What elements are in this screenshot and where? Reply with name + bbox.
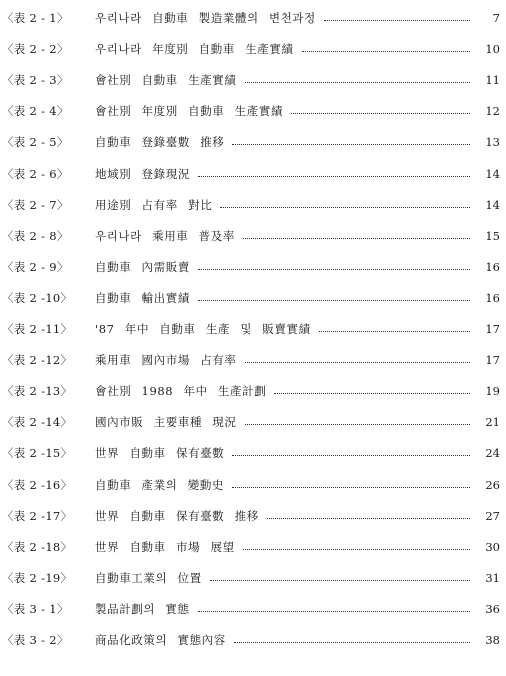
toc-entry — [0, 381, 506, 401]
page-number: 21 — [485, 415, 500, 430]
page-number: 38 — [485, 633, 500, 647]
page-number: 13 — [485, 135, 500, 150]
table-title: 地域別 登錄現況 — [95, 166, 190, 181]
table-title: 製品計劃의 實態 — [95, 601, 190, 616]
table-title: 우리나라 年度別 自動車 生產實績 — [95, 42, 294, 57]
page-number: 16 — [485, 259, 500, 274]
toc-entry — [0, 195, 506, 215]
dot-leader — [274, 392, 470, 394]
table-title: 우리나라 自動車 製造業體의 변천과정 — [95, 11, 316, 25]
table-title: '87 年中 自動車 生產 및 販賣實績 — [95, 322, 311, 336]
dot-leader — [245, 423, 470, 425]
table-number: 〈表 2 -15〉 — [2, 446, 73, 461]
page-number: 14 — [485, 166, 500, 181]
toc-entry — [0, 132, 506, 152]
table-title: 國內市販 主要車種 現況 — [95, 415, 237, 430]
table-title: 自動車 內需販賣 — [95, 259, 190, 274]
toc-entry — [0, 70, 506, 90]
dot-leader — [267, 517, 470, 519]
dot-leader — [232, 486, 470, 488]
toc-entry — [0, 226, 506, 246]
dot-leader — [291, 112, 470, 114]
page-number: 17 — [485, 353, 500, 368]
toc-entry — [0, 319, 506, 339]
table-number: 〈表 2 -18〉 — [2, 539, 73, 554]
toc-entry — [0, 630, 506, 650]
table-number: 〈表 2 -19〉 — [2, 570, 73, 585]
dot-leader — [245, 81, 470, 83]
dot-leader — [234, 641, 470, 643]
table-title: 乘用車 國內市場 占有率 — [95, 353, 237, 368]
table-number: 〈表 2 -10〉 — [2, 290, 73, 305]
toc-entry — [0, 39, 506, 59]
table-number: 〈表 2 - 2〉 — [2, 42, 69, 57]
dot-leader — [243, 237, 470, 239]
table-number: 〈表 2 -11〉 — [2, 322, 73, 336]
toc-entry — [0, 568, 506, 588]
table-title: 世界 自動車 保有臺數 推移 — [95, 508, 259, 523]
table-number: 〈表 2 - 1〉 — [2, 11, 69, 25]
page-number: 27 — [485, 508, 500, 523]
page-number: 16 — [485, 290, 500, 305]
dot-leader — [198, 268, 470, 270]
toc-entry — [0, 350, 506, 370]
dot-leader — [220, 206, 470, 208]
table-number: 〈表 2 - 5〉 — [2, 135, 69, 150]
dot-leader — [232, 454, 470, 456]
table-title: 自動車 輸出實績 — [95, 290, 190, 305]
toc-entry — [0, 8, 506, 28]
table-title: 會社別 1988 年中 生產計劃 — [95, 384, 267, 399]
toc-entry — [0, 164, 506, 184]
table-title: 世界 自動車 市場 展望 — [95, 539, 235, 554]
table-title: 會社別 年度別 自動車 生產實績 — [95, 104, 284, 119]
table-number: 〈表 2 -16〉 — [2, 477, 73, 492]
page-number: 10 — [485, 42, 500, 57]
table-title: 自動車 登錄臺數 推移 — [95, 135, 225, 150]
table-number: 〈表 3 - 1〉 — [2, 601, 69, 616]
page-number: 26 — [485, 477, 500, 492]
page-number: 31 — [485, 570, 500, 585]
table-title: 商品化政策의 實態內容 — [95, 633, 226, 647]
toc-entry — [0, 475, 506, 495]
dot-leader — [243, 548, 470, 550]
table-title: 우리나라 乘用車 普及率 — [95, 228, 235, 243]
table-number: 〈表 2 - 3〉 — [2, 73, 69, 88]
table-title: 自動車 產業의 變動史 — [95, 477, 225, 492]
page-number: 17 — [485, 322, 500, 336]
dot-leader — [198, 610, 470, 612]
toc-entry — [0, 506, 506, 526]
dot-leader — [319, 330, 470, 332]
table-title: 用途別 占有率 對比 — [95, 197, 213, 212]
table-number: 〈表 2 - 6〉 — [2, 166, 69, 181]
table-title: 會社別 自動車 生產實績 — [95, 73, 237, 88]
table-number: 〈表 2 -13〉 — [2, 384, 73, 399]
page-number: 14 — [485, 197, 500, 212]
dot-leader — [324, 19, 470, 21]
toc-entry — [0, 288, 506, 308]
toc-entry — [0, 257, 506, 277]
page-number: 24 — [485, 446, 500, 461]
page-number: 12 — [485, 104, 500, 119]
toc-entry — [0, 599, 506, 619]
table-number: 〈表 2 -14〉 — [2, 415, 73, 430]
dot-leader — [245, 361, 470, 363]
toc-entry — [0, 412, 506, 432]
dot-leader — [232, 143, 470, 145]
page-number: 30 — [485, 539, 500, 554]
table-number: 〈表 3 - 2〉 — [2, 633, 69, 647]
toc-entry — [0, 443, 506, 463]
table-number: 〈表 2 - 7〉 — [2, 197, 69, 212]
toc-entry — [0, 101, 506, 121]
dot-leader — [198, 299, 470, 301]
toc-entry — [0, 537, 506, 557]
dot-leader — [198, 175, 470, 177]
page-number: 36 — [485, 601, 500, 616]
page-number: 7 — [492, 11, 500, 25]
table-title: 世界 自動車 保有臺數 — [95, 446, 225, 461]
table-number: 〈表 2 - 8〉 — [2, 228, 69, 243]
page-number: 19 — [485, 384, 500, 399]
dot-leader — [302, 50, 470, 52]
table-number: 〈表 2 - 9〉 — [2, 259, 69, 274]
table-number: 〈表 2 -17〉 — [2, 508, 73, 523]
table-title: 自動車工業의 位置 — [95, 570, 202, 585]
dot-leader — [210, 579, 470, 581]
table-number: 〈表 2 -12〉 — [2, 353, 73, 368]
page-number: 15 — [485, 228, 500, 243]
table-number: 〈表 2 - 4〉 — [2, 104, 69, 119]
page-number: 11 — [485, 73, 500, 88]
